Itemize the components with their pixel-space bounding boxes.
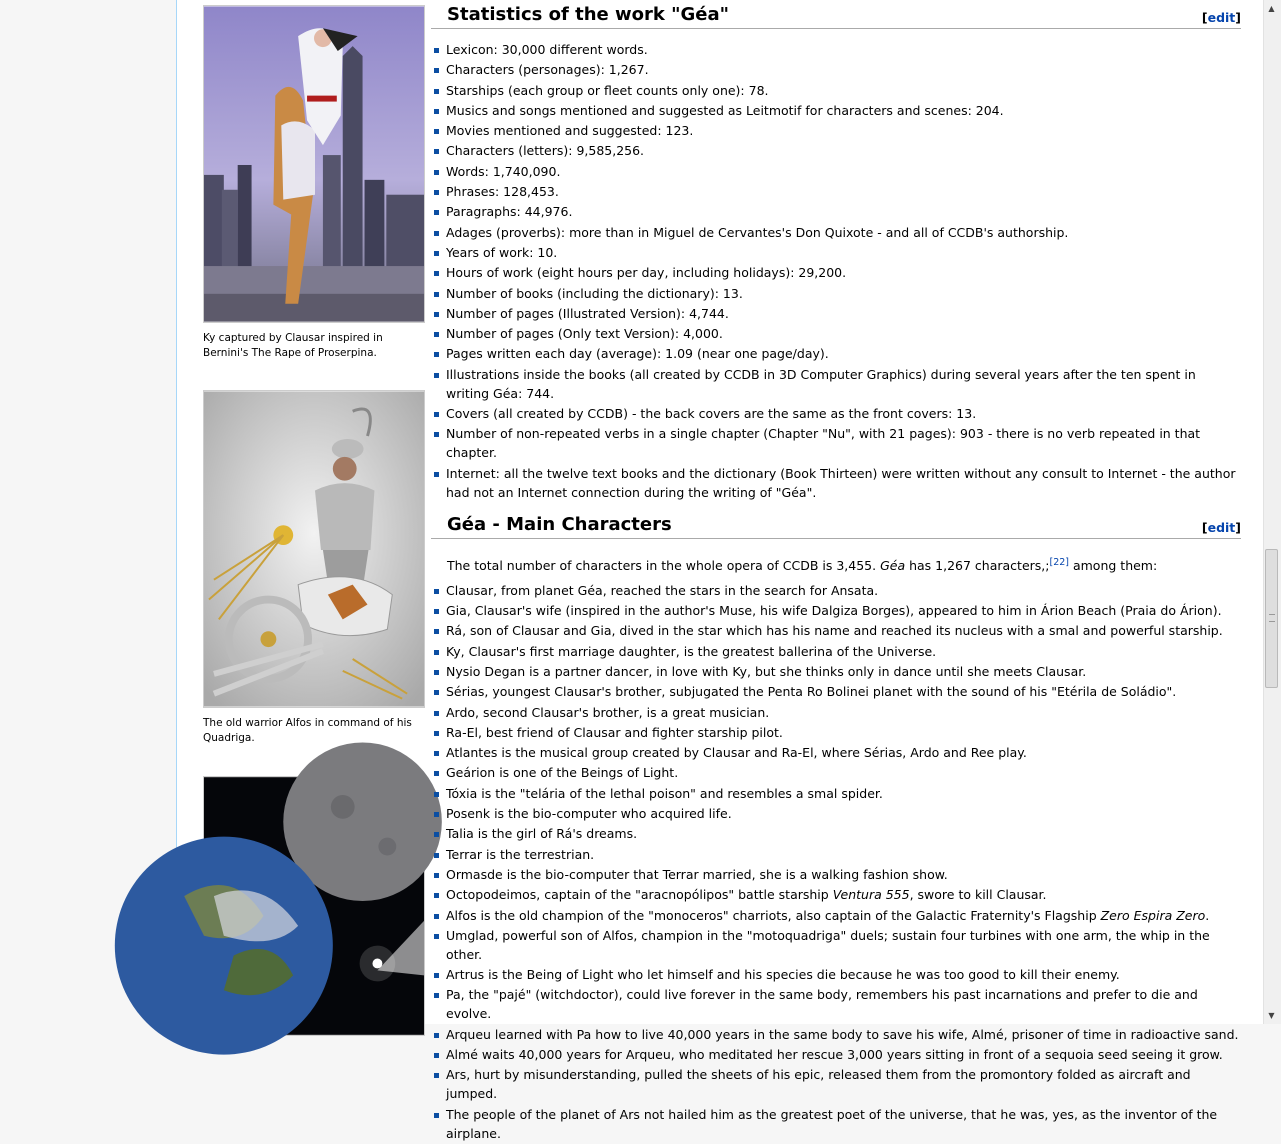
figure-alfos [203,390,425,746]
intro-text: The total number of characters in the whole opera of CCDB is 3,455. [447,557,881,573]
figure-ky [203,5,425,361]
statistics-item: Musics and songs mentioned and suggested as Leitmotif for characters and scenes: 204. [431,101,1241,120]
statistics-item: Covers (all created by CCDB) - the back covers are the same as the front covers: 13. [431,404,1241,423]
character-item-text: Nysio Degan is a partner dancer, in love with Ky, but she thinks only in dance until she meets Clausar. [446,663,1087,679]
statistics-item: Adages (proverbs): more than in Miguel de Cervantes's Don Quixote - and all of CCDB's authorship. [431,223,1241,242]
edit-link[interactable]: edit [1207,10,1236,25]
statistics-item: Number of non-repeated verbs in a single chapter (Chapter "Nu", with 21 pages): 903 - there is no verb repeated in that chapter. [431,424,1241,462]
figure-caption: The old warrior Alfos in command of his Quadriga. [203,717,412,744]
figure-caption: Ky captured by Clausar inspired in Bernini's The Rape of Proserpina. [203,332,383,359]
article-content [176,0,1263,1141]
edit-link-wrapper: [edit] [1201,519,1241,535]
statistics-item: Characters (letters): 9,585,256. [431,141,1241,160]
edit-link-wrapper: [edit] [1201,10,1241,25]
character-item [431,1065,1241,1103]
character-item [431,581,1241,600]
scroll-up-arrow-icon[interactable]: ▲ [1268,4,1275,13]
character-item-text: Umglad, powerful son of Alfos, champion in the "motoquadriga" duels; sustain four turbines with one arm, the whip in the other. [446,927,1210,962]
character-item [431,906,1241,925]
characters-intro [431,553,1241,576]
image-space-scene[interactable] [203,776,425,1036]
characters-list [431,581,1241,1143]
text-column [431,0,1241,1144]
character-item [431,926,1241,964]
character-item-text: Ky, Clausar's first marriage daughter, is the greatest ballerina of the Universe. [446,643,937,659]
statistics-item: Lexicon: 30,000 different words. [431,40,1241,59]
heading-text: Statistics of the work "Géa" [447,4,729,25]
vertical-scrollbar[interactable] [1263,0,1281,1024]
character-item [431,703,1241,722]
character-item [431,743,1241,762]
statistics-item: Illustrations inside the books (all created by CCDB in 3D Computer Graphics) during several years after the ten spent in writing Géa: 744. [431,365,1241,403]
intro-text: among them: [1069,557,1158,573]
character-item [431,965,1241,984]
statistics-list [431,40,1241,502]
scrollbar-thumb[interactable] [1265,549,1278,688]
statistics-item: Words: 1,740,090. [431,162,1241,181]
statistics-item: Number of pages (Illustrated Version): 4,744. [431,304,1241,323]
character-item-text: Geárion is one of the Beings of Light. [446,765,679,781]
character-item [431,865,1241,884]
statistics-item: Characters (personages): 1,267. [431,60,1241,79]
intro-text: has 1,267 characters,; [905,557,1050,573]
character-item-text: Tóxia is the "telária of the lethal poison" and resembles a smal spider. [446,785,883,801]
character-item [431,845,1241,864]
section-heading-characters [431,510,1241,539]
character-item-text: Atlantes is the musical group created by Clausar and Ra-El, where Sérias, Ardo and Ree play. [446,745,1027,761]
character-item [431,662,1241,681]
character-item [431,621,1241,640]
statistics-item: Internet: all the twelve text books and the dictionary (Book Thirteen) were written without any consult to Internet - the author had not an Internet connection during the writing of "Géa". [431,464,1241,502]
character-item [431,1025,1241,1044]
character-item-text: , swore to kill Clausar. [909,887,1047,903]
character-item-text: Posenk is the bio-computer who acquired life. [446,806,732,822]
character-item-italic: Ventura 555 [832,887,910,903]
heading-text: Géa - Main Characters [447,513,672,535]
character-item-text: Clausar, from planet Géa, reached the stars in the search for Ansata. [446,582,879,598]
character-item-text: Sérias, youngest Clausar's brother, subjugated the Penta Ro Bolinei planet with the sound of his "Etérila de Soládio". [446,684,1177,700]
character-item-text: Artrus is the Being of Light who let himself and his species die because he was too good to kill their enemy. [446,967,1120,983]
character-item [431,682,1241,701]
character-item-text: Ra-El, best friend of Clausar and fighter starship pilot. [446,724,783,740]
section-heading-statistics [431,0,1241,29]
character-item-text: Octopodeimos, captain of the "aracnopólipos" battle starship [446,887,833,903]
reference-link[interactable]: [22] [1049,556,1069,568]
statistics-item: Starships (each group or fleet counts only one): 78. [431,81,1241,100]
statistics-item: Phrases: 128,453. [431,182,1241,201]
character-item [431,1105,1241,1143]
character-item-text: The people of the planet of Ars not hailed him as the greatest poet of the universe, that he was, yes, as the inventor of the airplane. [446,1106,1218,1141]
statistics-item: Pages written each day (average): 1.09 (near one page/day). [431,344,1241,363]
figure-space [203,776,425,1036]
character-item-text: Gia, Clausar's wife (inspired in the author's Muse, his wife Dalgiza Borges), appeared to him in Árion Beach (Praia do Árion). [446,603,1222,619]
character-item [431,1045,1241,1064]
statistics-item: Hours of work (eight hours per day, including holidays): 29,200. [431,263,1241,282]
scroll-down-arrow-icon[interactable]: ▼ [1268,1011,1275,1020]
character-item [431,824,1241,843]
character-item-text: Ars, hurt by misunderstanding, pulled the sheets of his epic, released them from the promontory folded as aircraft and jumped. [446,1067,1191,1102]
character-item [431,723,1241,742]
character-item [431,885,1241,904]
character-item-text: Pa, the "pajé" (witchdoctor), could live forever in the same body, remembers his past incarnations and prefer to die and evolve. [446,987,1198,1022]
character-item [431,804,1241,823]
character-item-text: . [1205,907,1210,923]
image-ky-captured[interactable] [203,5,425,323]
statistics-item: Number of books (including the dictionary): 13. [431,284,1241,303]
character-item-text: Terrar is the terrestrian. [446,846,595,862]
character-item-text: Arqueu learned with Pa how to live 40,000 years in the same body to save his wife, Almé, prisoner of time in radioactive sand. [446,1026,1239,1042]
edit-link[interactable]: edit [1207,519,1236,535]
character-item-text: Ormasde is the bio-computer that Terrar married, she is a walking fashion show. [446,866,948,882]
character-item-text: Talia is the girl of Rá's dreams. [446,826,638,842]
intro-italic: Géa [880,557,906,573]
character-item-text: Rá, son of Clausar and Gia, dived in the star which has his name and reached its nucleus with a smal and powerful starship. [446,623,1223,639]
character-item-text: Almé waits 40,000 years for Arqueu, who meditated her rescue 3,000 years sitting in front of a sequoia seed seeing it grow. [446,1047,1223,1063]
character-item [431,642,1241,661]
character-item [431,985,1241,1023]
character-item [431,763,1241,782]
image-alfos-quadriga[interactable] [203,390,425,708]
grip-icon [1269,614,1275,622]
character-item [431,784,1241,803]
character-item-text: Alfos is the old champion of the "monoceros" charriots, also captain of the Galactic Fraternity's Flagship [446,907,1101,923]
statistics-item: Number of pages (Only text Version): 4,000. [431,324,1241,343]
character-item-italic: Zero Espira Zero [1100,907,1206,923]
statistics-item: Years of work: 10. [431,243,1241,262]
statistics-item: Paragraphs: 44,976. [431,202,1241,221]
statistics-item: Movies mentioned and suggested: 123. [431,121,1241,140]
character-item-text: Ardo, second Clausar's brother, is a great musician. [446,704,770,720]
character-item [431,601,1241,620]
